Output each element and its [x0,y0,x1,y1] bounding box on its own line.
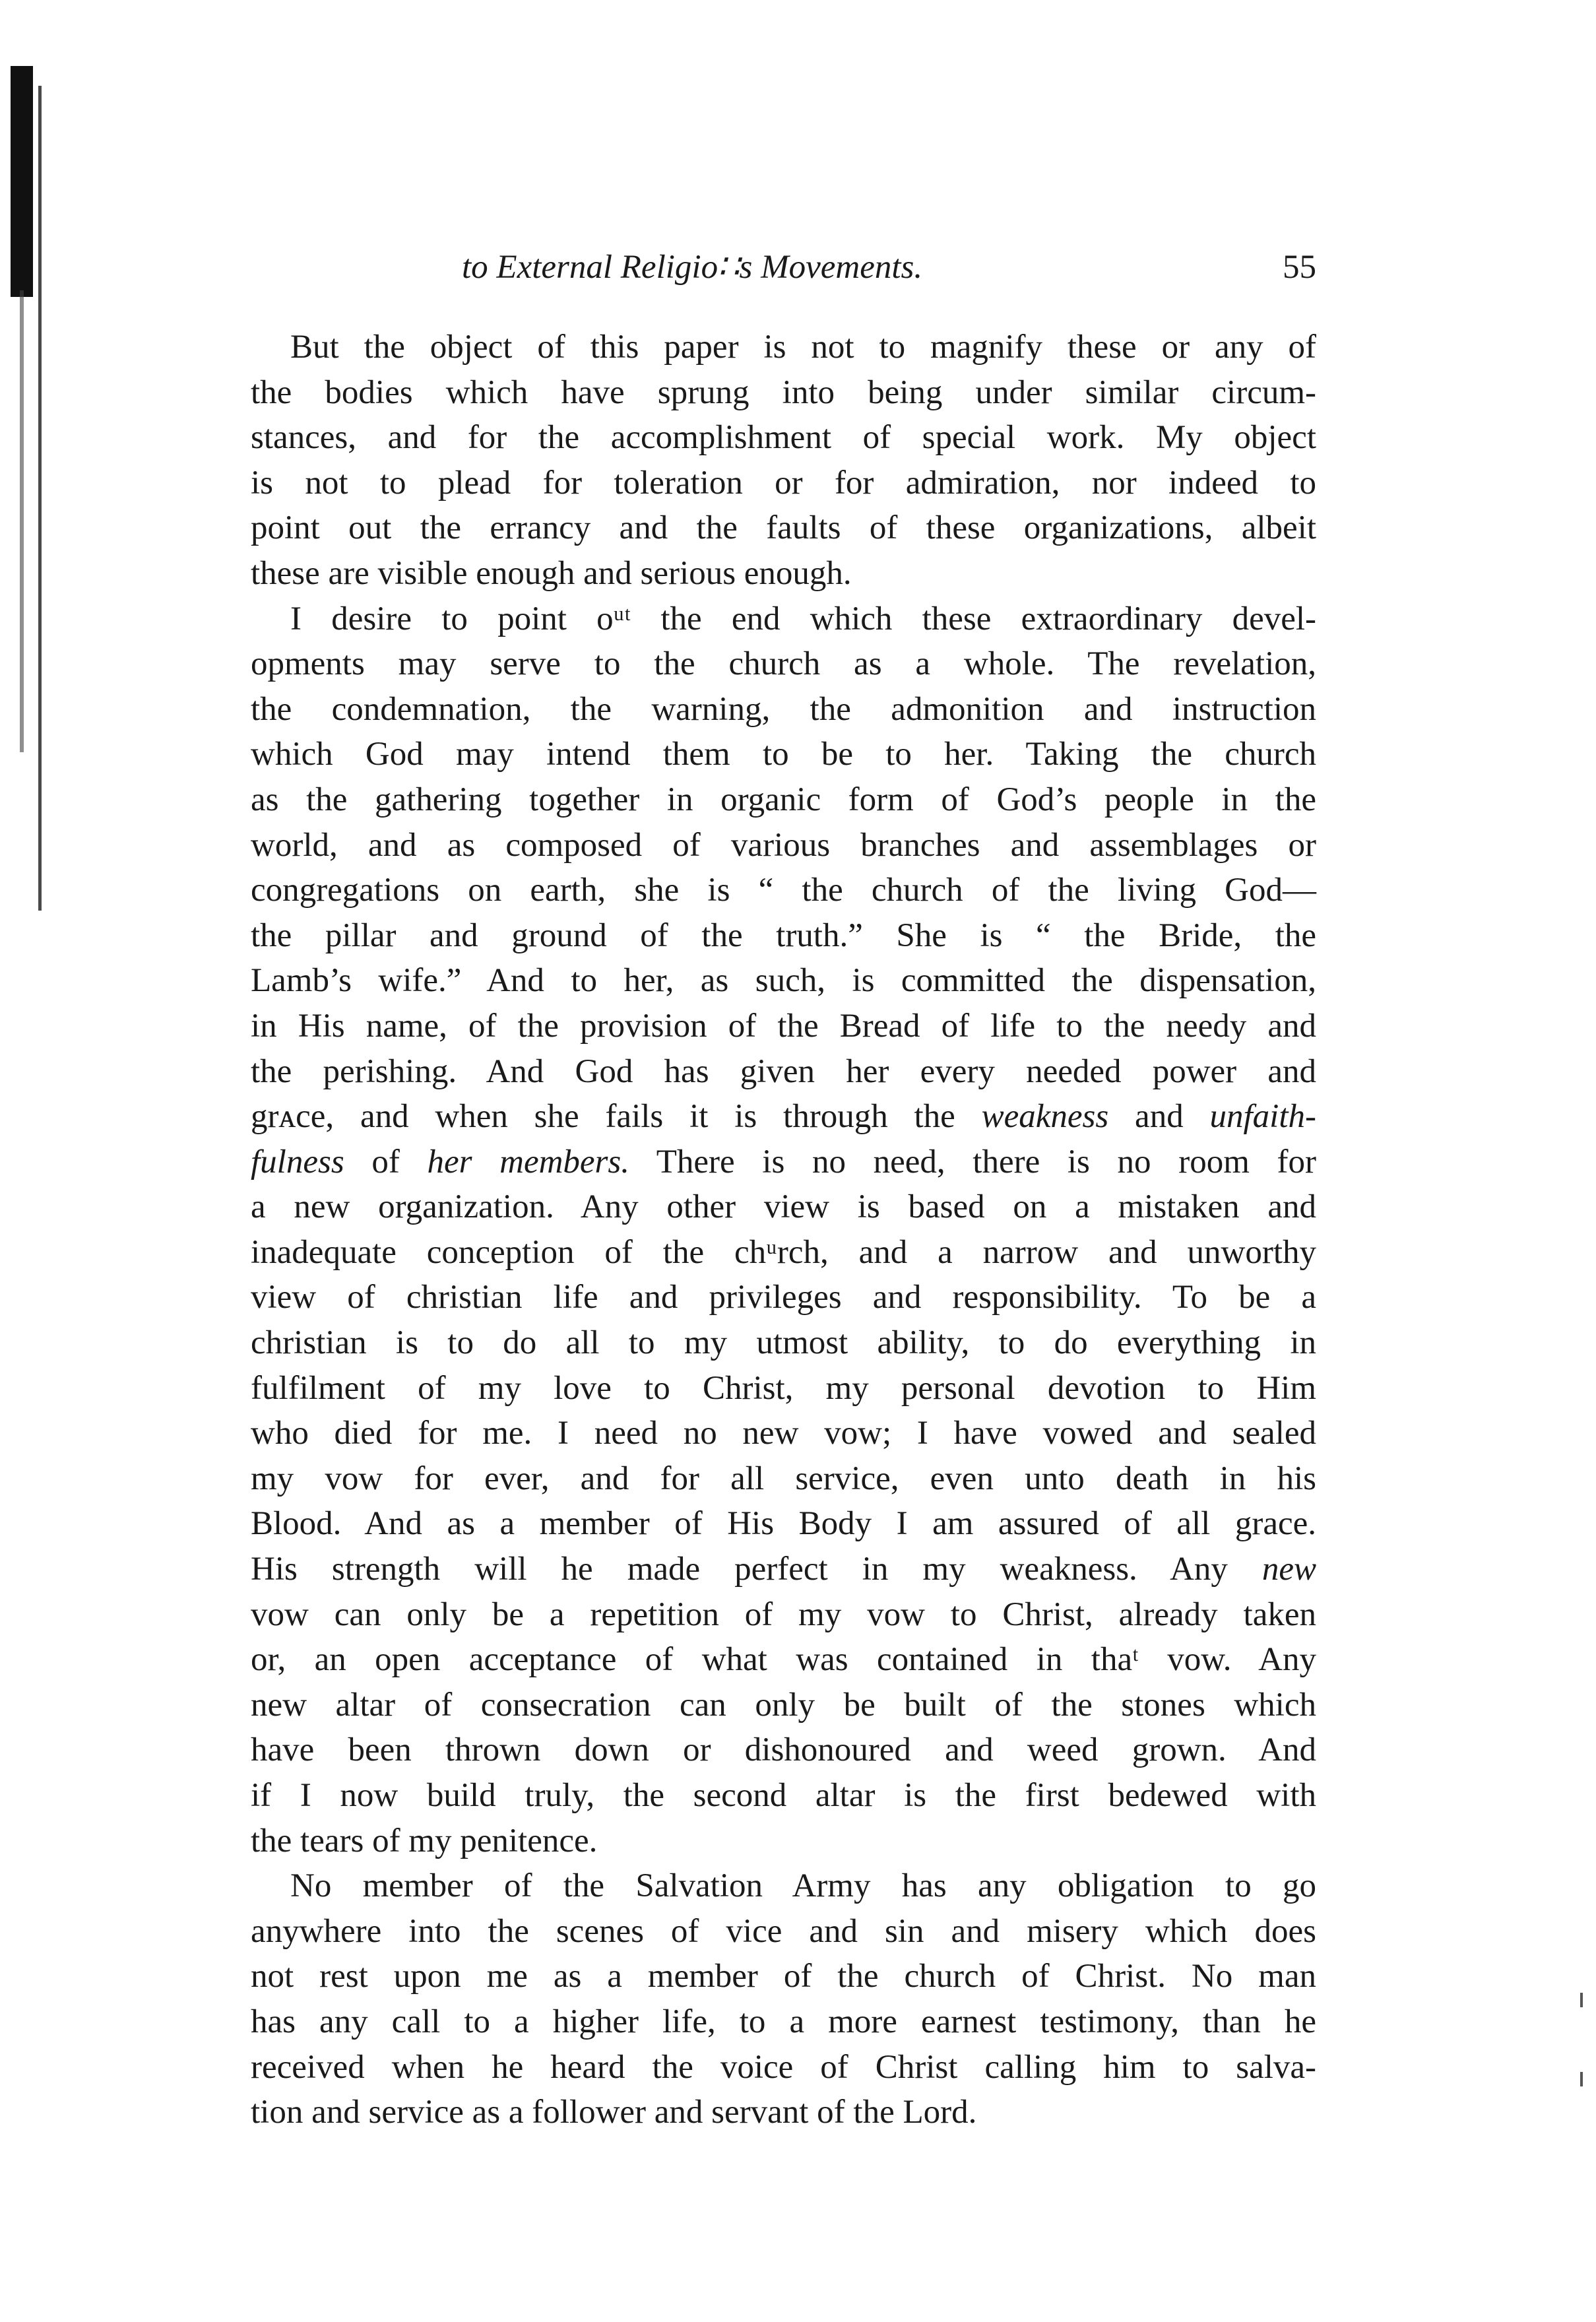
scan-margin-mark [1580,2072,1583,2086]
text-run: and [1108,1098,1210,1136]
scan-binding-fade [20,290,24,752]
text-line: fulfilment of my love to Christ, my personal devotion to Him [251,1369,1316,1407]
text-line: inadequate conception of the chᵘrch, and a narrow and unworthy [251,1233,1316,1271]
running-head [251,244,1316,290]
book-page [251,244,1316,2135]
text-line: christian is to do all to my utmost ability, to do everything in [251,1324,1316,1362]
text-line: has any call to a higher life, to a more earnest testimony, than he [251,2003,1316,2040]
text-line: which God may intend them to be to her. Taking the church [251,736,1316,773]
italic-run: new [1261,1551,1316,1588]
text-line: my vow for ever, and for all service, even unto death in his [251,1460,1316,1497]
text-line: congregations on earth, she is “ the church of the living God— [251,872,1316,909]
running-head-title: to External Religio∷s Movements. [462,249,923,286]
paragraph-1 [251,325,1316,597]
text-line: in His name, of the provision of the Bread of life to the needy and [251,1007,1316,1045]
text-line: tion and service as a follower and servant of the Lord. [251,2094,977,2131]
scan-margin-mark [1580,1993,1583,2007]
page-number: 55 [1283,249,1316,286]
text-line: if I now build truly, the second altar is the first bedewed with [251,1777,1316,1814]
text-line-mixed [251,1547,1316,1592]
text-run: There is no need, there is no room for [629,1143,1316,1180]
scan-binding-edge [11,66,33,297]
text-line: the pillar and ground of the truth.” She is “ the Bride, the [251,917,1316,954]
text-line: opments may serve to the church as a whole. The revelation, [251,645,1316,683]
text-line: But the object of this paper is not to magnify these or any of [290,329,1316,366]
italic-run: her members. [427,1143,629,1180]
text-line: the condemnation, the warning, the admonition and instruction [251,690,1316,728]
text-line-mixed [251,1140,1316,1185]
text-line: the perishing. And God has given her every needed power and [251,1052,1316,1090]
text-line: or, an open acceptance of what was contained in thaᵗ vow. Any [251,1641,1316,1679]
text-line: world, and as composed of various branches and assemblages or [251,826,1316,864]
text-line: have been thrown down or dishonoured and weed grown. And [251,1731,1316,1769]
text-line-mixed [251,1094,1316,1140]
text-run: of [344,1143,428,1180]
text-line: not rest upon me as a member of the church of Christ. No man [251,1958,1316,1995]
text-line: view of christian life and privileges and responsibility. To be a [251,1279,1316,1316]
text-line: the tears of my penitence. [251,1822,598,1859]
italic-run: weakness [981,1098,1109,1136]
text-line: is not to plead for toleration or for admiration, nor indeed to [251,464,1316,501]
text-run: His strength will he made perfect in my weakness. Any [251,1551,1262,1588]
text-line: point out the errancy and the faults of these organizations, albeit [251,509,1316,547]
text-line: a new organization. Any other view is based on a mistaken and [251,1188,1316,1226]
text-line: as the gathering together in organic form of God’s people in the [251,781,1316,818]
text-line: stances, and for the accomplishment of special work. My object [251,419,1316,457]
text-line: received when he heard the voice of Christ calling him to salva- [251,2048,1316,2086]
text-line: Blood. And as a member of His Body I am assured of all grace. [251,1505,1316,1543]
scan-binding-shadow [38,86,42,911]
text-line: the bodies which have sprung into being under similar circum- [251,373,1316,411]
italic-run: fulness [251,1143,344,1180]
text-line: new altar of consecration can only be built of the stones which [251,1686,1316,1724]
paragraph-3 [251,1863,1316,2135]
text-line: who died for me. I need no new vow; I have vowed and sealed [251,1415,1316,1452]
text-line: anywhere into the scenes of vice and sin and misery which does [251,1912,1316,1950]
text-line: No member of the Salvation Army has any obligation to go [290,1867,1316,1905]
body-text [251,325,1316,2135]
text-line: these are visible enough and serious enough. [251,554,852,592]
text-run: grᴀce, and when she fails it is through the [251,1098,982,1136]
paragraph-2 [251,597,1316,1864]
text-line: vow can only be a repetition of my vow to Christ, already taken [251,1596,1316,1633]
text-line: Lamb’s wife.” And to her, as such, is committed the dispensation, [251,962,1316,1000]
italic-run: unfaith- [1209,1098,1317,1136]
text-line: I desire to point oᵘᵗ the end which these extraordinary devel- [290,600,1316,637]
